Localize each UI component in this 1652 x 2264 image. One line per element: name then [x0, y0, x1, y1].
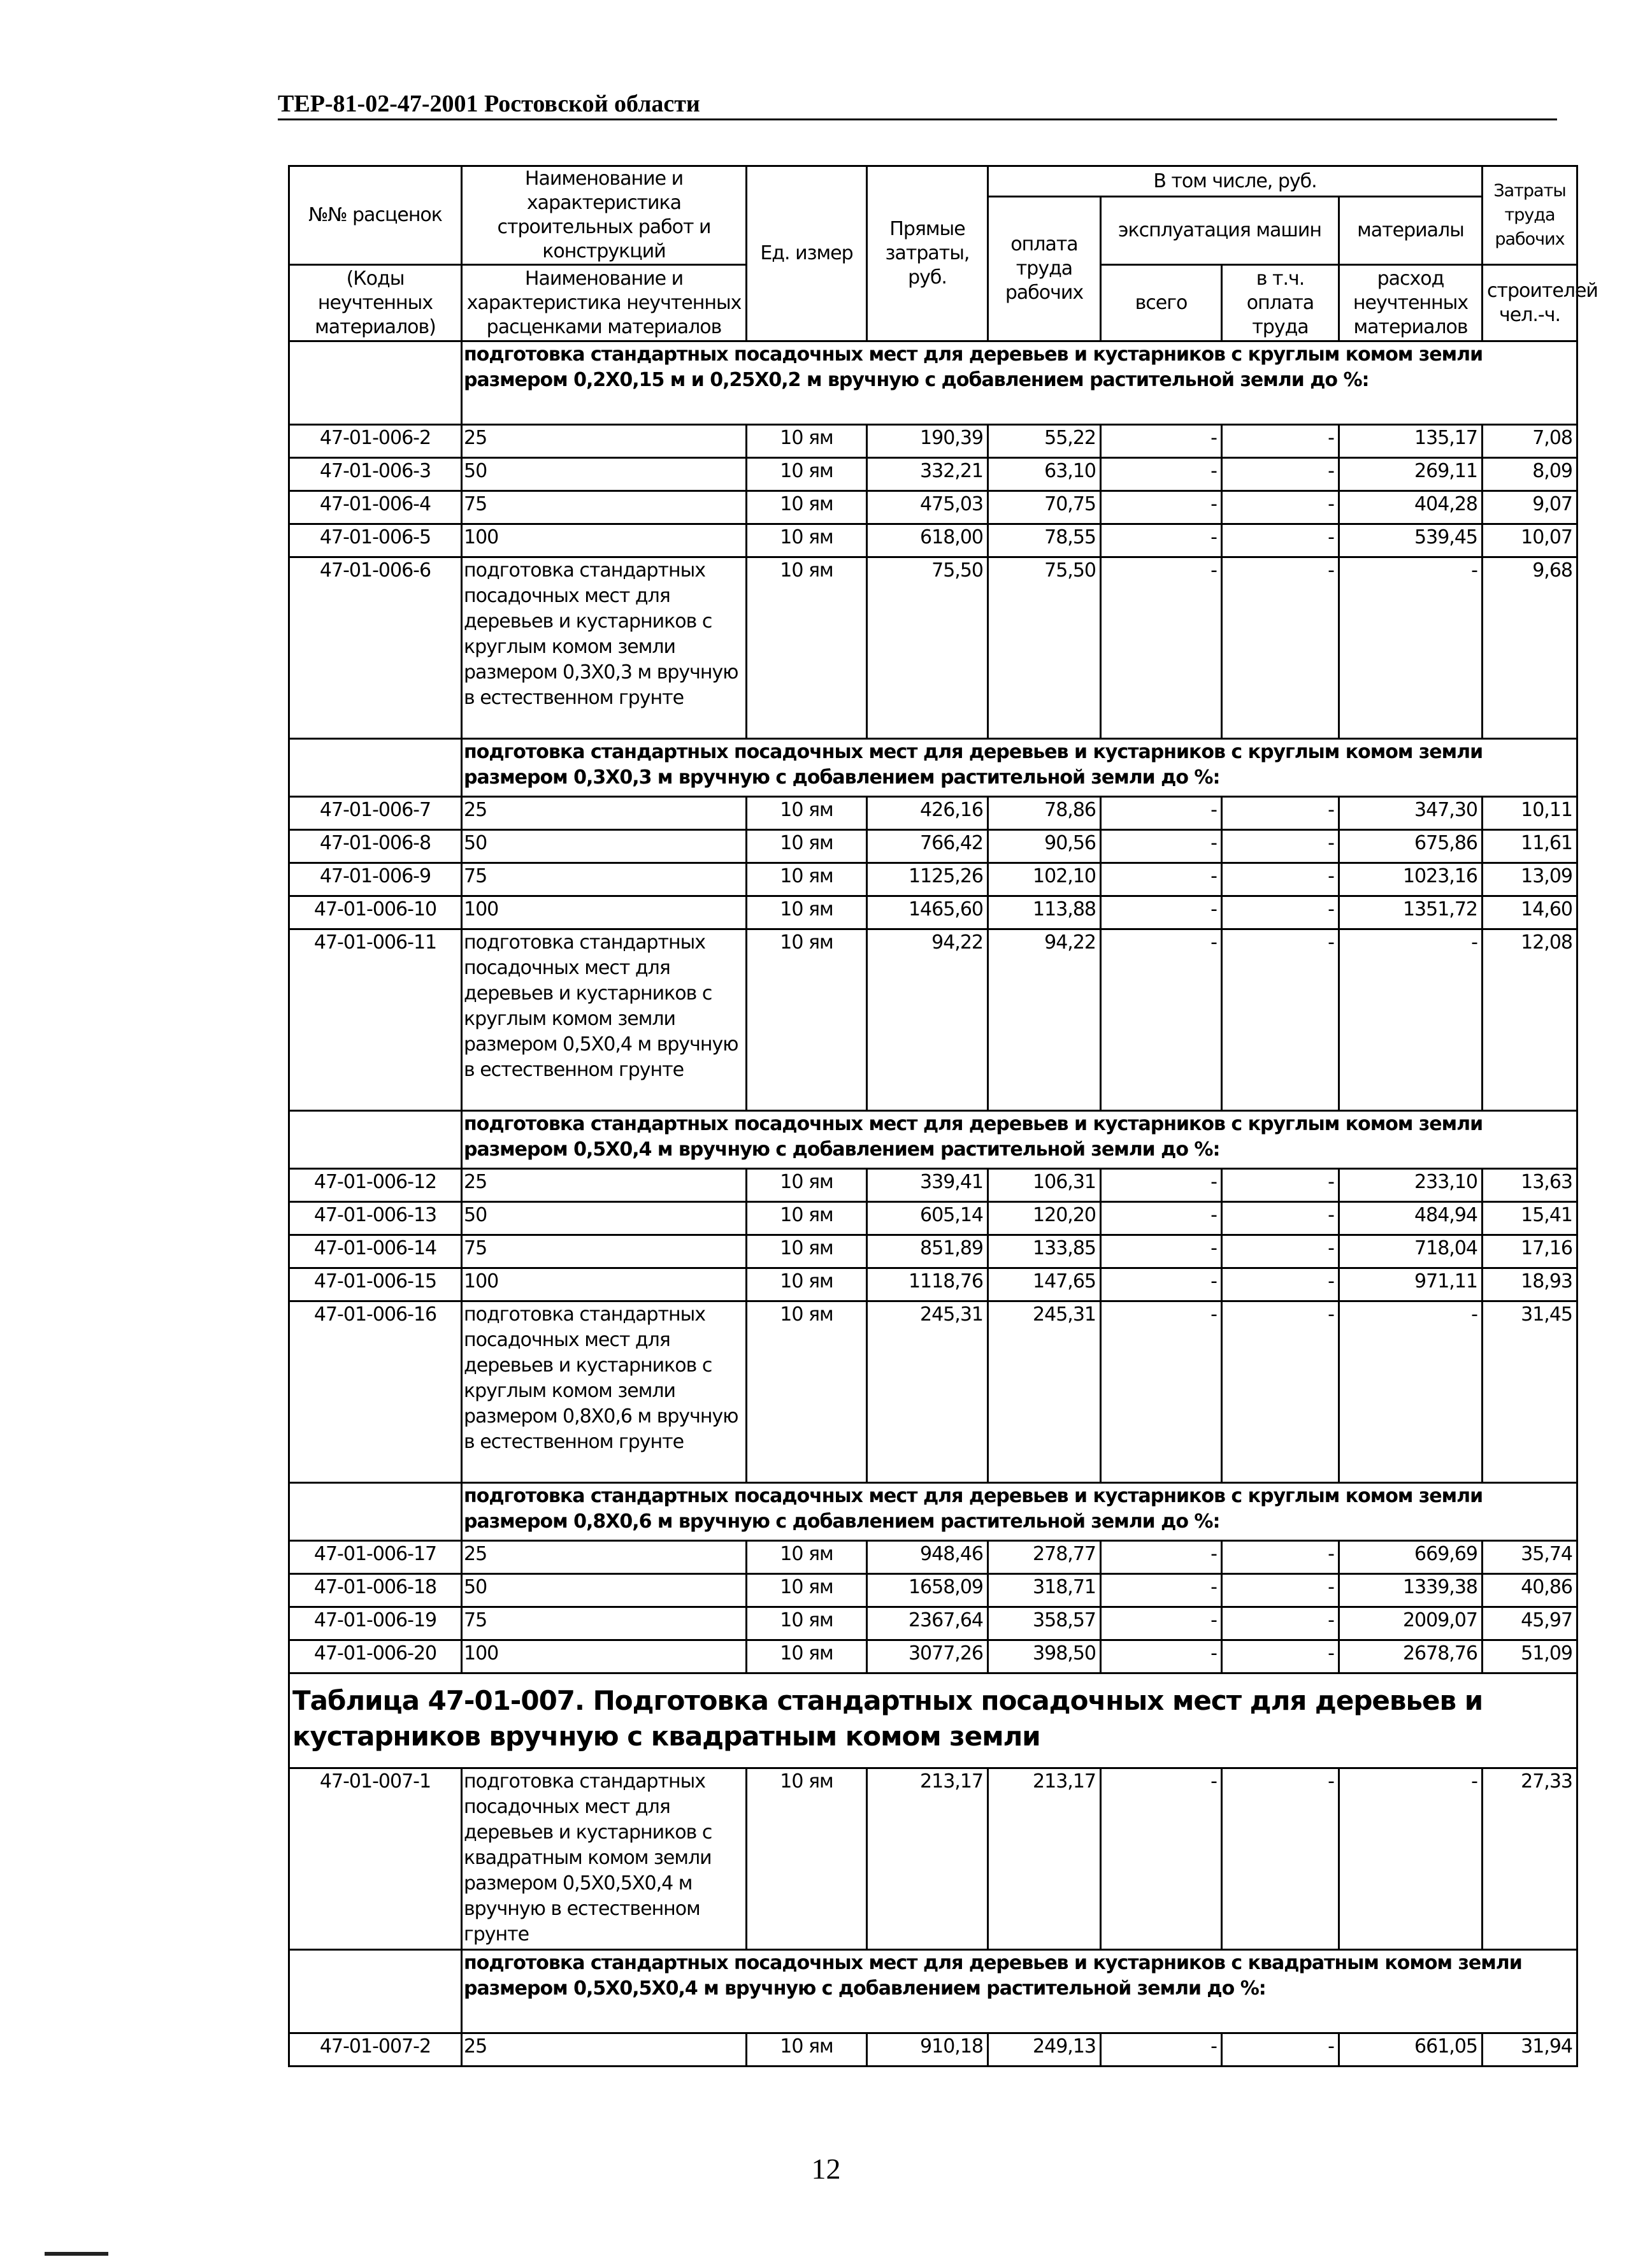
unit: 10 ям: [747, 896, 867, 929]
col-header-unit: Ед. измер: [747, 166, 867, 341]
labor-pay: 147,65: [988, 1268, 1101, 1301]
direct-cost: 605,14: [867, 1202, 988, 1235]
table-row: [289, 1202, 1577, 1235]
materials: -: [1339, 929, 1483, 1111]
machines-total: -: [1101, 1607, 1222, 1640]
machines-total: -: [1101, 491, 1222, 524]
rate-code: 47-01-006-5: [289, 524, 462, 557]
labor-hours: 13,63: [1483, 1169, 1577, 1202]
group-heading-row: [289, 739, 1577, 797]
table-title-row: [289, 1673, 1577, 1768]
labor-hours: 9,07: [1483, 491, 1577, 524]
machines-labor-pay: -: [1222, 929, 1339, 1111]
labor-hours: 51,09: [1483, 1640, 1577, 1673]
col-header-labor-top: Затраты труда рабочих: [1483, 166, 1577, 265]
col-header-labor-pay: оплата труда рабочих: [988, 197, 1101, 341]
table-row: [289, 1169, 1577, 1202]
machines-total: -: [1101, 1574, 1222, 1607]
direct-cost: 75,50: [867, 557, 988, 739]
machines-total: -: [1101, 1768, 1222, 1950]
machines-labor-pay: -: [1222, 1169, 1339, 1202]
labor-pay: 55,22: [988, 425, 1101, 458]
labor-hours: 17,16: [1483, 1235, 1577, 1268]
work-name: 25: [462, 797, 747, 830]
work-name: 75: [462, 1235, 747, 1268]
machines-labor-pay: -: [1222, 1301, 1339, 1483]
unit: 10 ям: [747, 929, 867, 1111]
machines-total: -: [1101, 896, 1222, 929]
direct-cost: 213,17: [867, 1768, 988, 1950]
machines-labor-pay: -: [1222, 557, 1339, 739]
machines-total: -: [1101, 797, 1222, 830]
table-row: [289, 929, 1577, 1111]
direct-cost: 766,42: [867, 830, 988, 863]
labor-pay: 70,75: [988, 491, 1101, 524]
machines-labor-pay: -: [1222, 1541, 1339, 1574]
direct-cost: 94,22: [867, 929, 988, 1111]
table-row: [289, 1607, 1577, 1640]
direct-cost: 1465,60: [867, 896, 988, 929]
col-header-including: В том числе, руб.: [988, 166, 1483, 197]
labor-hours: 31,94: [1483, 2033, 1577, 2067]
unit: 10 ям: [747, 458, 867, 491]
unit: 10 ям: [747, 425, 867, 458]
machines-labor-pay: -: [1222, 425, 1339, 458]
table-row: [289, 797, 1577, 830]
machines-total: -: [1101, 863, 1222, 896]
group-heading-row: [289, 1950, 1577, 2033]
labor-hours: 8,09: [1483, 458, 1577, 491]
labor-hours: 45,97: [1483, 1607, 1577, 1640]
machines-labor-pay: -: [1222, 797, 1339, 830]
rate-code: 47-01-006-12: [289, 1169, 462, 1202]
col-header-code-top: №№ расценок: [289, 166, 462, 265]
table-row: [289, 896, 1577, 929]
work-name: 100: [462, 896, 747, 929]
machines-labor-pay: -: [1222, 896, 1339, 929]
labor-pay: 245,31: [988, 1301, 1101, 1483]
labor-pay: 398,50: [988, 1640, 1101, 1673]
col-header-materials: материалы: [1339, 197, 1483, 265]
rate-code: 47-01-006-20: [289, 1640, 462, 1673]
table-row: [289, 1768, 1577, 1950]
group-blank-cell: [289, 1950, 462, 2033]
table-row: [289, 830, 1577, 863]
rate-code: 47-01-006-17: [289, 1541, 462, 1574]
rate-code: 47-01-006-13: [289, 1202, 462, 1235]
unit: 10 ям: [747, 797, 867, 830]
work-name: подготовка стандартных посадочных мест для деревьев и кустарников с квадратным комом земли размером 0,5Х0,5Х0,4 м вручную в естественном грунте: [462, 1768, 747, 1950]
labor-hours: 9,68: [1483, 557, 1577, 739]
price-table: [288, 165, 1598, 2067]
materials: 718,04: [1339, 1235, 1483, 1268]
group-blank-cell: [289, 1111, 462, 1169]
labor-pay: 278,77: [988, 1541, 1101, 1574]
scan-mark: [45, 2252, 108, 2256]
machines-total: -: [1101, 1640, 1222, 1673]
materials: 669,69: [1339, 1541, 1483, 1574]
rate-code: 47-01-007-2: [289, 2033, 462, 2067]
unit: 10 ям: [747, 1202, 867, 1235]
unit: 10 ям: [747, 557, 867, 739]
rate-code: 47-01-006-18: [289, 1574, 462, 1607]
direct-cost: 2367,64: [867, 1607, 988, 1640]
col-header-machines-labor: в т.ч. оплата труда: [1222, 265, 1339, 341]
unit: 10 ям: [747, 1169, 867, 1202]
group-heading-row: [289, 1111, 1577, 1169]
materials: -: [1339, 557, 1483, 739]
direct-cost: 910,18: [867, 2033, 988, 2067]
group-heading-row: [289, 1483, 1577, 1541]
machines-labor-pay: -: [1222, 1268, 1339, 1301]
table-row: [289, 1301, 1577, 1483]
labor-pay: 63,10: [988, 458, 1101, 491]
work-name: 75: [462, 1607, 747, 1640]
machines-labor-pay: -: [1222, 1202, 1339, 1235]
unit: 10 ям: [747, 1607, 867, 1640]
unit: 10 ям: [747, 2033, 867, 2067]
group-heading: подготовка стандартных посадочных мест для деревьев и кустарников с круглым комом земли размером 0,5Х0,4 м вручную с добавлением растительной земли до %:: [462, 1111, 1577, 1169]
machines-labor-pay: -: [1222, 830, 1339, 863]
direct-cost: 426,16: [867, 797, 988, 830]
materials: 1339,38: [1339, 1574, 1483, 1607]
rate-code: 47-01-006-8: [289, 830, 462, 863]
machines-total: -: [1101, 2033, 1222, 2067]
direct-cost: 851,89: [867, 1235, 988, 1268]
unit: 10 ям: [747, 491, 867, 524]
labor-pay: 102,10: [988, 863, 1101, 896]
labor-hours: 12,08: [1483, 929, 1577, 1111]
materials: 675,86: [1339, 830, 1483, 863]
direct-cost: 3077,26: [867, 1640, 988, 1673]
materials: 135,17: [1339, 425, 1483, 458]
direct-cost: 190,39: [867, 425, 988, 458]
group-heading-row: [289, 341, 1577, 425]
labor-hours: 13,09: [1483, 863, 1577, 896]
materials: 539,45: [1339, 524, 1483, 557]
labor-pay: 318,71: [988, 1574, 1101, 1607]
rate-code: 47-01-006-16: [289, 1301, 462, 1483]
work-name: 75: [462, 863, 747, 896]
rate-code: 47-01-007-1: [289, 1768, 462, 1950]
machines-total: -: [1101, 425, 1222, 458]
group-blank-cell: [289, 739, 462, 797]
materials: -: [1339, 1301, 1483, 1483]
col-header-machines-total: всего: [1101, 265, 1222, 341]
labor-pay: 106,31: [988, 1169, 1101, 1202]
labor-hours: 27,33: [1483, 1768, 1577, 1950]
work-name: 25: [462, 425, 747, 458]
labor-pay: 78,86: [988, 797, 1101, 830]
machines-labor-pay: -: [1222, 2033, 1339, 2067]
materials: 404,28: [1339, 491, 1483, 524]
work-name: 50: [462, 458, 747, 491]
materials: 269,11: [1339, 458, 1483, 491]
machines-labor-pay: -: [1222, 1768, 1339, 1950]
machines-labor-pay: -: [1222, 863, 1339, 896]
table-row: [289, 524, 1577, 557]
labor-pay: 78,55: [988, 524, 1101, 557]
unit: 10 ям: [747, 524, 867, 557]
work-name: подготовка стандартных посадочных мест для деревьев и кустарников с круглым комом земли размером 0,5Х0,4 м вручную в естественном грунте: [462, 929, 747, 1111]
table-row: [289, 1268, 1577, 1301]
direct-cost: 245,31: [867, 1301, 988, 1483]
unit: 10 ям: [747, 1574, 867, 1607]
work-name: 100: [462, 1640, 747, 1673]
rate-code: 47-01-006-4: [289, 491, 462, 524]
labor-pay: 133,85: [988, 1235, 1101, 1268]
machines-total: -: [1101, 557, 1222, 739]
work-name: 25: [462, 1169, 747, 1202]
materials: 233,10: [1339, 1169, 1483, 1202]
col-header-materials-sub: расход неучтенных материалов: [1339, 265, 1483, 341]
machines-labor-pay: -: [1222, 1574, 1339, 1607]
machines-total: -: [1101, 1202, 1222, 1235]
labor-pay: 113,88: [988, 896, 1101, 929]
unit: 10 ям: [747, 1768, 867, 1950]
labor-hours: 10,11: [1483, 797, 1577, 830]
work-name: 50: [462, 1202, 747, 1235]
work-name: 100: [462, 524, 747, 557]
col-header-name-bottom: Наименование и характеристика неучтенных расценками материалов: [462, 265, 747, 341]
work-name: подготовка стандартных посадочных мест для деревьев и кустарников с круглым комом земли размером 0,8Х0,6 м вручную в естественном грунте: [462, 1301, 747, 1483]
work-name: 25: [462, 2033, 747, 2067]
labor-hours: 40,86: [1483, 1574, 1577, 1607]
materials: 1351,72: [1339, 896, 1483, 929]
machines-total: -: [1101, 830, 1222, 863]
labor-hours: 35,74: [1483, 1541, 1577, 1574]
labor-pay: 90,56: [988, 830, 1101, 863]
rate-code: 47-01-006-19: [289, 1607, 462, 1640]
direct-cost: 1125,26: [867, 863, 988, 896]
materials: 661,05: [1339, 2033, 1483, 2067]
table-row: [289, 1640, 1577, 1673]
labor-hours: 10,07: [1483, 524, 1577, 557]
rate-code: 47-01-006-6: [289, 557, 462, 739]
labor-pay: 213,17: [988, 1768, 1101, 1950]
labor-pay: 75,50: [988, 557, 1101, 739]
labor-hours: 31,45: [1483, 1301, 1577, 1483]
unit: 10 ям: [747, 1235, 867, 1268]
rate-code: 47-01-006-3: [289, 458, 462, 491]
rate-code: 47-01-006-10: [289, 896, 462, 929]
table-row: [289, 2033, 1577, 2067]
rate-code: 47-01-006-11: [289, 929, 462, 1111]
table-row: [289, 1574, 1577, 1607]
col-header-direct: Прямые затраты, руб.: [867, 166, 988, 341]
work-name: 100: [462, 1268, 747, 1301]
machines-total: -: [1101, 1235, 1222, 1268]
machines-total: -: [1101, 1268, 1222, 1301]
direct-cost: 948,46: [867, 1541, 988, 1574]
materials: 971,11: [1339, 1268, 1483, 1301]
machines-total: -: [1101, 524, 1222, 557]
rate-code: 47-01-006-14: [289, 1235, 462, 1268]
materials: 1023,16: [1339, 863, 1483, 896]
direct-cost: 618,00: [867, 524, 988, 557]
table-row: [289, 1541, 1577, 1574]
labor-hours: 18,93: [1483, 1268, 1577, 1301]
direct-cost: 1118,76: [867, 1268, 988, 1301]
machines-total: -: [1101, 929, 1222, 1111]
labor-hours: 7,08: [1483, 425, 1577, 458]
table-row: [289, 557, 1577, 739]
rate-code: 47-01-006-9: [289, 863, 462, 896]
document-header: ТЕР-81-02-47-2001 Ростовской области: [278, 89, 1557, 120]
labor-pay: 94,22: [988, 929, 1101, 1111]
machines-total: -: [1101, 1541, 1222, 1574]
labor-hours: 15,41: [1483, 1202, 1577, 1235]
page-number: 12: [811, 2153, 841, 2185]
machines-labor-pay: -: [1222, 1607, 1339, 1640]
work-name: 75: [462, 491, 747, 524]
machines-total: -: [1101, 1169, 1222, 1202]
machines-labor-pay: -: [1222, 524, 1339, 557]
group-heading: подготовка стандартных посадочных мест для деревьев и кустарников с круглым комом земли размером 0,8Х0,6 м вручную с добавлением растительной земли до %:: [462, 1483, 1577, 1541]
machines-labor-pay: -: [1222, 458, 1339, 491]
rate-code: 47-01-006-2: [289, 425, 462, 458]
rate-code: 47-01-006-15: [289, 1268, 462, 1301]
work-name: подготовка стандартных посадочных мест для деревьев и кустарников с круглым комом земли размером 0,3Х0,3 м вручную в естественном грунте: [462, 557, 747, 739]
materials: 2009,07: [1339, 1607, 1483, 1640]
labor-hours: 14,60: [1483, 896, 1577, 929]
direct-cost: 475,03: [867, 491, 988, 524]
col-header-labor-bottom: строителей чел.-ч.: [1483, 265, 1577, 341]
table-title: Таблица 47-01-007. Подготовка стандартных посадочных мест для деревьев и кустарников вручную с квадратным комом земли: [289, 1673, 1577, 1768]
unit: 10 ям: [747, 830, 867, 863]
group-blank-cell: [289, 1483, 462, 1541]
materials: 347,30: [1339, 797, 1483, 830]
table-row: [289, 458, 1577, 491]
col-header-machines: эксплуатация машин: [1101, 197, 1339, 265]
col-header-name-top: Наименование и характеристика строительных работ и конструкций: [462, 166, 747, 265]
work-name: 50: [462, 1574, 747, 1607]
labor-pay: 358,57: [988, 1607, 1101, 1640]
labor-pay: 120,20: [988, 1202, 1101, 1235]
direct-cost: 339,41: [867, 1169, 988, 1202]
group-blank-cell: [289, 341, 462, 425]
materials: 484,94: [1339, 1202, 1483, 1235]
machines-labor-pay: -: [1222, 1640, 1339, 1673]
work-name: 50: [462, 830, 747, 863]
table-row: [289, 491, 1577, 524]
direct-cost: 1658,09: [867, 1574, 988, 1607]
group-heading: подготовка стандартных посадочных мест для деревьев и кустарников с квадратным комом земли размером 0,5Х0,5Х0,4 м вручную с добавлением растительной земли до %:: [462, 1950, 1577, 2033]
rate-code: 47-01-006-7: [289, 797, 462, 830]
table-row: [289, 863, 1577, 896]
machines-total: -: [1101, 458, 1222, 491]
unit: 10 ям: [747, 1268, 867, 1301]
group-heading: подготовка стандартных посадочных мест для деревьев и кустарников с круглым комом земли размером 0,2Х0,15 м и 0,25Х0,2 м вручную с добавлением растительной земли до %:: [462, 341, 1577, 425]
unit: 10 ям: [747, 863, 867, 896]
materials: -: [1339, 1768, 1483, 1950]
machines-labor-pay: -: [1222, 491, 1339, 524]
table-row: [289, 1235, 1577, 1268]
work-name: 25: [462, 1541, 747, 1574]
group-heading: подготовка стандартных посадочных мест для деревьев и кустарников с круглым комом земли размером 0,3Х0,3 м вручную с добавлением растительной земли до %:: [462, 739, 1577, 797]
direct-cost: 332,21: [867, 458, 988, 491]
table-row: [289, 425, 1577, 458]
unit: 10 ям: [747, 1640, 867, 1673]
labor-pay: 249,13: [988, 2033, 1101, 2067]
col-header-code-bottom: (Коды неучтенных материалов): [289, 265, 462, 341]
unit: 10 ям: [747, 1301, 867, 1483]
unit: 10 ям: [747, 1541, 867, 1574]
materials: 2678,76: [1339, 1640, 1483, 1673]
machines-labor-pay: -: [1222, 1235, 1339, 1268]
machines-total: -: [1101, 1301, 1222, 1483]
labor-hours: 11,61: [1483, 830, 1577, 863]
